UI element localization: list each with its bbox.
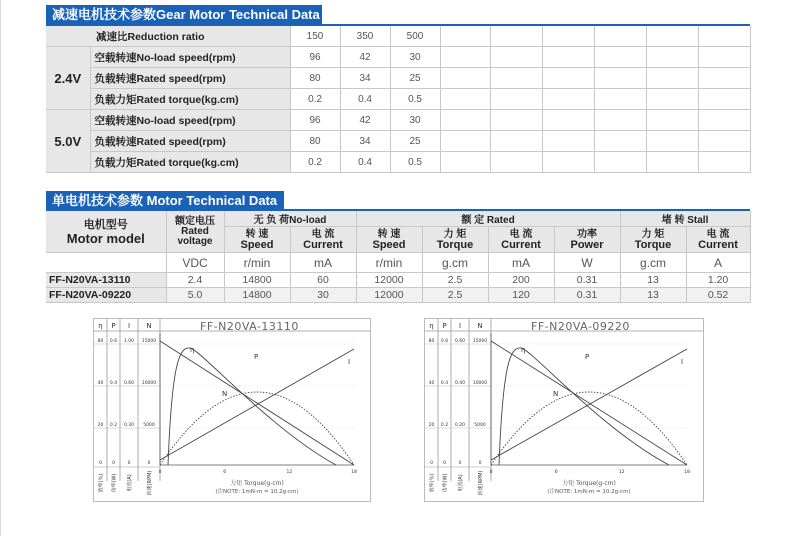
- x-tick-label: 18: [684, 470, 690, 475]
- column-header-en: Speed: [372, 238, 406, 251]
- current-curve: [491, 349, 687, 460]
- x-tick-label: 0: [158, 470, 162, 475]
- power-label: P: [585, 353, 590, 361]
- column-header-cn: 电 流: [311, 228, 335, 240]
- unit-cell: A: [686, 253, 750, 273]
- table-row: [46, 288, 750, 303]
- rated-voltage-en2: voltage: [177, 235, 213, 247]
- ratio-cell: 350: [340, 26, 390, 47]
- scale-zero: 0: [127, 461, 131, 466]
- scale-value: 5000: [474, 423, 486, 428]
- value-cell: 0.5: [390, 89, 440, 110]
- x-tick-label: 12: [618, 470, 625, 475]
- performance-chart-09220: [424, 318, 704, 502]
- axis-label: 电流(A): [458, 474, 464, 492]
- gear-data-table: [46, 26, 751, 173]
- scale-value: 40: [97, 381, 104, 386]
- column-header-en: Torque: [436, 238, 474, 251]
- column-header-cn: 力 矩: [641, 228, 665, 240]
- unit-cell: W: [554, 253, 620, 273]
- unit-cell: VDC: [166, 253, 224, 273]
- ratio-cell: 500: [390, 26, 440, 47]
- power-label: P: [254, 353, 259, 361]
- axis-label: 效率(%): [429, 473, 436, 493]
- scale-value: 0.60: [454, 339, 466, 344]
- scale-value: 0.2: [440, 423, 449, 428]
- speed-label: N: [222, 390, 228, 398]
- column-header-en: Power: [570, 238, 604, 251]
- value-cell: 13: [620, 273, 686, 288]
- rated-voltage-cn: 额定电压: [175, 215, 215, 227]
- scale-value: 40: [428, 381, 435, 386]
- rated-voltage-header: [166, 211, 224, 253]
- scale-value: 5000: [143, 423, 155, 428]
- value-cell: 34: [340, 68, 390, 89]
- scale-value: 0.30: [123, 423, 135, 428]
- axis-label: 功率(W): [442, 473, 449, 493]
- scale-header: N: [477, 322, 483, 330]
- empty-cell: [594, 26, 646, 47]
- chart-note: (注NOTE: 1mN-m = 10.2g-cm): [547, 489, 631, 495]
- current-curve: [160, 349, 354, 460]
- voltage-label: 5.0V: [46, 110, 90, 173]
- efficiency-curve: [168, 348, 336, 465]
- scale-value: 1.00: [123, 339, 135, 344]
- scale-header: P: [111, 322, 116, 330]
- chart-title: FF-N20VA-09220: [531, 320, 630, 333]
- column-header: [554, 227, 620, 253]
- x-tick-label: 12: [286, 470, 293, 475]
- reduction-ratio-label: 减速比Reduction ratio: [46, 26, 290, 47]
- x-tick-label: 0: [489, 470, 493, 475]
- row-label: 负载转速Rated speed(rpm): [90, 68, 290, 89]
- empty-cell: [698, 26, 750, 47]
- ratio-cell: 150: [290, 26, 340, 47]
- scale-value: 80: [97, 339, 104, 344]
- value-cell: 30: [390, 47, 440, 68]
- column-header: [422, 227, 488, 253]
- unit-cell: r/min: [224, 253, 290, 273]
- column-header-en: Current: [303, 238, 343, 251]
- unit-cell: g.cm: [620, 253, 686, 273]
- value-cell: 14800: [224, 288, 290, 303]
- performance-chart-13110: [93, 318, 371, 502]
- value-cell: 80: [290, 68, 340, 89]
- scale-zero: 0: [478, 461, 482, 466]
- empty-cell: [440, 26, 490, 47]
- value-cell: 96: [290, 110, 340, 131]
- unit-spacer: [46, 253, 166, 273]
- scale-value: 10000: [472, 381, 488, 386]
- value-cell: 0.31: [554, 273, 620, 288]
- x-axis-label: 力矩 Torque(g-cm): [562, 480, 616, 487]
- scale-value: 0.6: [440, 339, 449, 344]
- value-cell: 60: [290, 273, 356, 288]
- scale-header: N: [146, 322, 152, 330]
- speed-label: N: [553, 390, 559, 398]
- scale-value: 20: [428, 423, 435, 428]
- column-header-en: Current: [698, 238, 738, 251]
- value-cell: 34: [340, 131, 390, 152]
- model-header-en: Motor model: [66, 230, 145, 246]
- rated-group-header: 额 定 Rated: [356, 211, 620, 227]
- scale-value: 0.4: [109, 381, 118, 386]
- scale-zero: 0: [112, 461, 115, 466]
- value-cell: 0.2: [290, 152, 340, 173]
- model-header-cn: 电机型号: [83, 218, 128, 231]
- column-header: [356, 227, 422, 253]
- scale-zero: 0: [443, 461, 446, 466]
- axis-label: 效率(%): [98, 473, 105, 493]
- column-header-cn: 力 矩: [443, 228, 467, 240]
- scale-value: 80: [428, 339, 435, 344]
- chart-note: (注NOTE: 1mN-m = 10.2g-cm): [215, 489, 299, 495]
- scale-zero: 0: [430, 461, 433, 466]
- scale-header: I: [127, 322, 131, 330]
- column-header-en: Speed: [240, 238, 274, 251]
- value-cell: 0.52: [686, 288, 750, 303]
- model-name: FF-N20VA-09220: [46, 288, 166, 303]
- value-cell: 0.5: [390, 152, 440, 173]
- scale-header: η: [98, 322, 103, 330]
- column-header: [224, 227, 290, 253]
- axis-label: 转速(RPM): [478, 470, 484, 496]
- value-cell: 0.4: [340, 89, 390, 110]
- scale-zero: 0: [147, 461, 151, 466]
- value-cell: 0.2: [290, 89, 340, 110]
- current-label: I: [348, 358, 351, 366]
- efficiency-label: η: [521, 346, 526, 354]
- column-header-cn: 电 流: [706, 228, 730, 240]
- column-header: [290, 227, 356, 253]
- x-tick-label: 18: [351, 470, 357, 475]
- scale-value: 15000: [472, 339, 488, 344]
- scale-zero: 0: [458, 461, 462, 466]
- scale-value: 0.60: [123, 381, 135, 386]
- value-cell: 12000: [356, 273, 422, 288]
- column-header-cn: 转 速: [377, 228, 401, 240]
- value-cell: 200: [488, 273, 554, 288]
- efficiency-label: η: [190, 346, 195, 354]
- scale-zero: 0: [99, 461, 102, 466]
- column-header-en: Torque: [634, 238, 672, 251]
- scale-value: 0.4: [440, 381, 449, 386]
- row-label: 空载转速No-load speed(rpm): [90, 110, 290, 131]
- value-cell: 96: [290, 47, 340, 68]
- column-header: [488, 227, 554, 253]
- column-header-cn: 电 流: [509, 228, 533, 240]
- page-left-border: [0, 0, 1, 536]
- value-cell: 5.0: [166, 288, 224, 303]
- scale-value: 0.6: [109, 339, 118, 344]
- value-cell: 14800: [224, 273, 290, 288]
- table-row: [46, 273, 750, 288]
- value-cell: 25: [390, 68, 440, 89]
- row-label: 负载力矩Rated torque(kg.cm): [90, 89, 290, 110]
- unit-cell: mA: [290, 253, 356, 273]
- gear-section-title: 减速电机技术参数Gear Motor Technical Data: [46, 5, 322, 25]
- model-header: [46, 211, 166, 253]
- performance-chart-svg: [94, 319, 370, 501]
- empty-cell: [646, 26, 698, 47]
- scale-header: I: [458, 322, 462, 330]
- column-header: [620, 227, 686, 253]
- scale-header: P: [442, 322, 447, 330]
- column-header-en: Current: [501, 238, 541, 251]
- performance-chart-svg: [425, 319, 703, 501]
- scale-value: 0.2: [109, 423, 118, 428]
- row-label: 负载转速Rated speed(rpm): [90, 131, 290, 152]
- value-cell: 0.4: [340, 152, 390, 173]
- stall-group-header: 堵 转 Stall: [620, 211, 750, 227]
- unit-cell: r/min: [356, 253, 422, 273]
- scale-header: η: [429, 322, 434, 330]
- motor-data-table: [46, 211, 751, 303]
- noload-group-header: 无 负 荷No-load: [224, 211, 356, 227]
- row-label: 空载转速No-load speed(rpm): [90, 47, 290, 68]
- value-cell: 120: [488, 288, 554, 303]
- value-cell: 12000: [356, 288, 422, 303]
- empty-cell: [542, 26, 594, 47]
- scale-value: 0.40: [454, 381, 466, 386]
- value-cell: 30: [390, 110, 440, 131]
- value-cell: 80: [290, 131, 340, 152]
- unit-cell: mA: [488, 253, 554, 273]
- x-axis-label: 力矩 Torque(g-cm): [230, 480, 284, 487]
- x-tick-label: 6: [223, 470, 227, 475]
- chart-title: FF-N20VA-13110: [200, 320, 299, 333]
- axis-label: 功率(W): [111, 473, 118, 493]
- current-label: I: [681, 358, 684, 366]
- empty-cell: [490, 26, 542, 47]
- row-label: 负载力矩Rated torque(kg.cm): [90, 152, 290, 173]
- value-cell: 42: [340, 110, 390, 131]
- column-header: [686, 227, 750, 253]
- value-cell: 30: [290, 288, 356, 303]
- value-cell: 42: [340, 47, 390, 68]
- value-cell: 2.5: [422, 288, 488, 303]
- voltage-label: 2.4V: [46, 47, 90, 110]
- scale-value: 20: [97, 423, 104, 428]
- value-cell: 13: [620, 288, 686, 303]
- scale-value: 10000: [141, 381, 157, 386]
- scale-value: 15000: [141, 339, 157, 344]
- scale-value: 0.20: [454, 423, 466, 428]
- value-cell: 2.5: [422, 273, 488, 288]
- unit-cell: g.cm: [422, 253, 488, 273]
- value-cell: 1.20: [686, 273, 750, 288]
- value-cell: 2.4: [166, 273, 224, 288]
- value-cell: 25: [390, 131, 440, 152]
- column-header-cn: 转 速: [245, 228, 269, 240]
- axis-label: 电流(A): [127, 474, 133, 492]
- model-name: FF-N20VA-13110: [46, 273, 166, 288]
- motor-section-title: 单电机技术参数 Motor Technical Data: [46, 191, 284, 211]
- axis-label: 转速(RPM): [147, 470, 153, 496]
- x-tick-label: 6: [554, 470, 558, 475]
- efficiency-curve: [499, 348, 669, 465]
- column-header-cn: 功率: [577, 228, 598, 240]
- value-cell: 0.31: [554, 288, 620, 303]
- rated-voltage-en1: Rated: [181, 225, 209, 237]
